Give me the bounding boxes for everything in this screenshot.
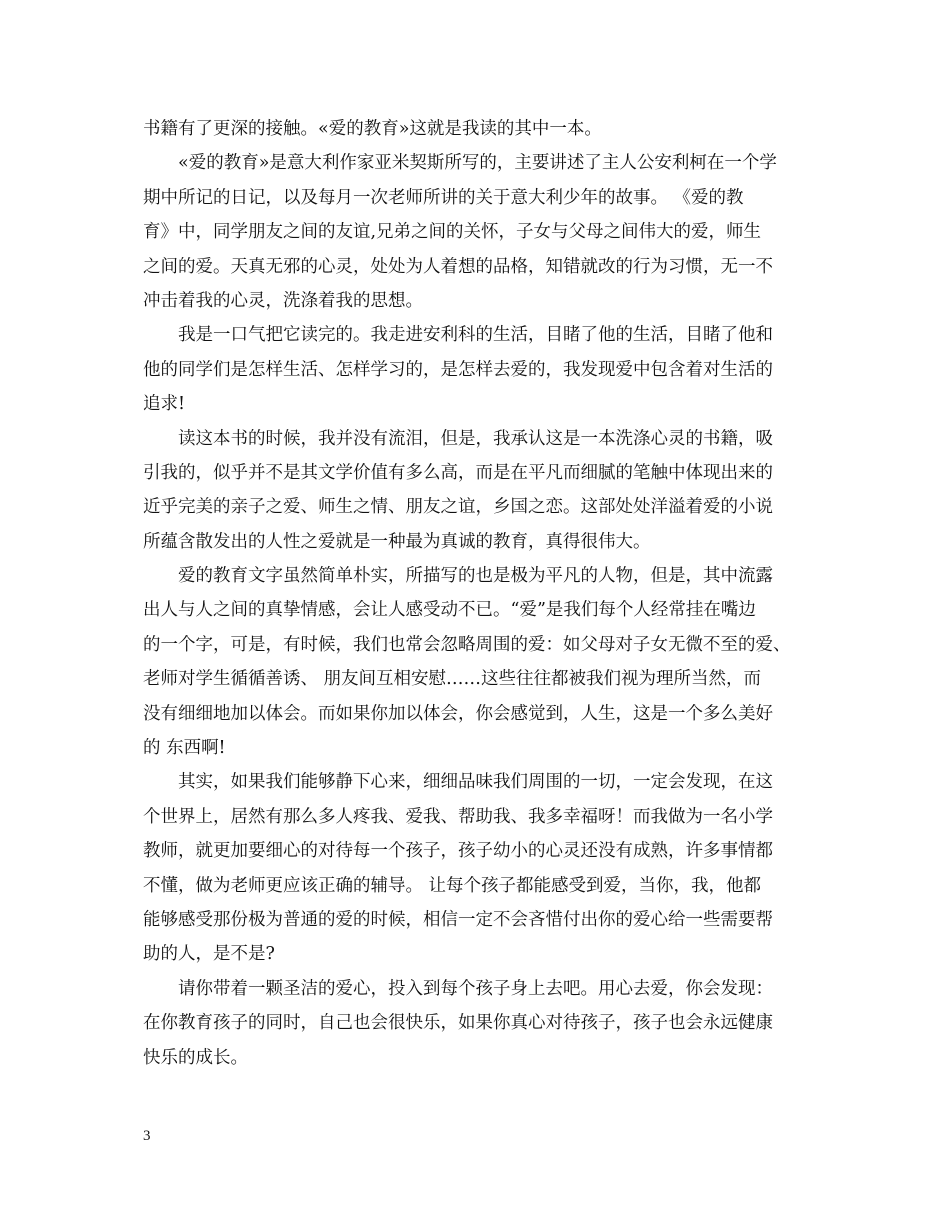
text-line: 书籍有了更深的接触。«爱的教育»这就是我读的其中一本。	[143, 119, 602, 139]
paragraph	[143, 765, 811, 971]
text-line: 读这本书的时候，我并没有流泪，但是，我承认这是一本洗涤心灵的书籍，吸	[178, 428, 773, 449]
paragraph	[143, 422, 811, 560]
text-line: 个世界上，居然有那么多人疼我、爱我、帮助我、我多幸福呀！而我做为一名小学	[143, 806, 773, 827]
paragraph	[143, 972, 811, 1006]
text-line: 的一个字，可是，有时候，我们也常会忽略周围的爱：如父母对子女无微不至的爱、	[143, 634, 791, 655]
text-line: 不懂，做为老师更应该正确的辅导。 让每个孩子都能感受到爱，当你，我，他都	[143, 875, 762, 896]
text-line: 育》中，同学朋友之间的友谊,兄弟之间的关怀，子女与父母之间伟大的爱，师生	[143, 222, 762, 243]
text-line: 在你教育孩子的同时，自己也会很快乐，如果你真心对待孩子，孩子也会永远健康	[143, 1013, 773, 1034]
paragraph	[143, 318, 811, 421]
text-line: 追求!	[143, 394, 186, 415]
text-line: 助的人，是不是?	[143, 944, 275, 965]
page-number: 3	[143, 1128, 151, 1144]
paragraph	[143, 559, 811, 765]
text-line: 老师对学生循循善诱、 朋友间互相安慰……这些往往都被我们视为理所当然，而	[143, 669, 762, 690]
document-body	[143, 112, 811, 1075]
text-line: 的 东西啊!	[143, 738, 226, 759]
text-line: 爱的教育文字虽然简单朴实，所描写的也是极为平凡的人物，但是，其中流露	[178, 566, 773, 587]
text-line: 我是一口气把它读完的。我走进安利科的生活，目睹了他的生活，目睹了他和	[178, 325, 773, 346]
text-line: 能够感受那份极为普通的爱的时候，相信一定不会吝惜付出你的爱心给一些需要帮	[143, 909, 773, 930]
paragraph	[143, 1006, 811, 1075]
paragraph	[143, 146, 811, 318]
text-line: 之间的爱。天真无邪的心灵，处处为人着想的品格，知错就改的行为习惯，无一不	[143, 256, 773, 277]
text-line: 所蕴含散发出的人性之爱就是一种最为真诚的教育，真得很伟大。	[143, 531, 651, 552]
paragraph	[143, 112, 811, 146]
text-line: 请你带着一颗圣洁的爱心，投入到每个孩子身上去吧。用心去爱，你会发现：	[178, 978, 773, 999]
text-line: 教师，就更加要细心的对待每一个孩子，孩子幼小的心灵还没有成熟，许多事情都	[143, 841, 773, 862]
text-line: 期中所记的日记，以及每月一次老师所讲的关于意大利少年的故事。 《爱的教	[143, 187, 744, 208]
text-line: 没有细细地加以体会。而如果你加以体会，你会感觉到，人生，这是一个多么美好	[143, 703, 773, 724]
text-line: 冲击着我的心灵，洗涤着我的思想。	[143, 290, 423, 311]
text-line: 引我的，似乎并不是其文学价值有多么高，而是在平凡而细腻的笔触中体现出来的	[143, 462, 773, 483]
text-line: 快乐的成长。	[143, 1047, 248, 1068]
text-line: 他的同学们是怎样生活、怎样学习的，是怎样去爱的，我发现爱中包含着对生活的	[143, 359, 773, 380]
text-line: 其实，如果我们能够静下心来，细细品味我们周围的一切，一定会发现，在这	[178, 772, 773, 793]
text-line: 近乎完美的亲子之爱、师生之情、朋友之谊，乡国之恋。这部处处洋溢着爱的小说	[143, 497, 773, 518]
text-line: 出人与人之间的真挚情感，会让人感受动不已。“爱”是我们每个人经常挂在嘴边	[143, 600, 756, 621]
text-line: «爱的教育»是意大利作家亚米契斯所写的，主要讲述了主人公安利柯在一个学	[178, 153, 777, 174]
